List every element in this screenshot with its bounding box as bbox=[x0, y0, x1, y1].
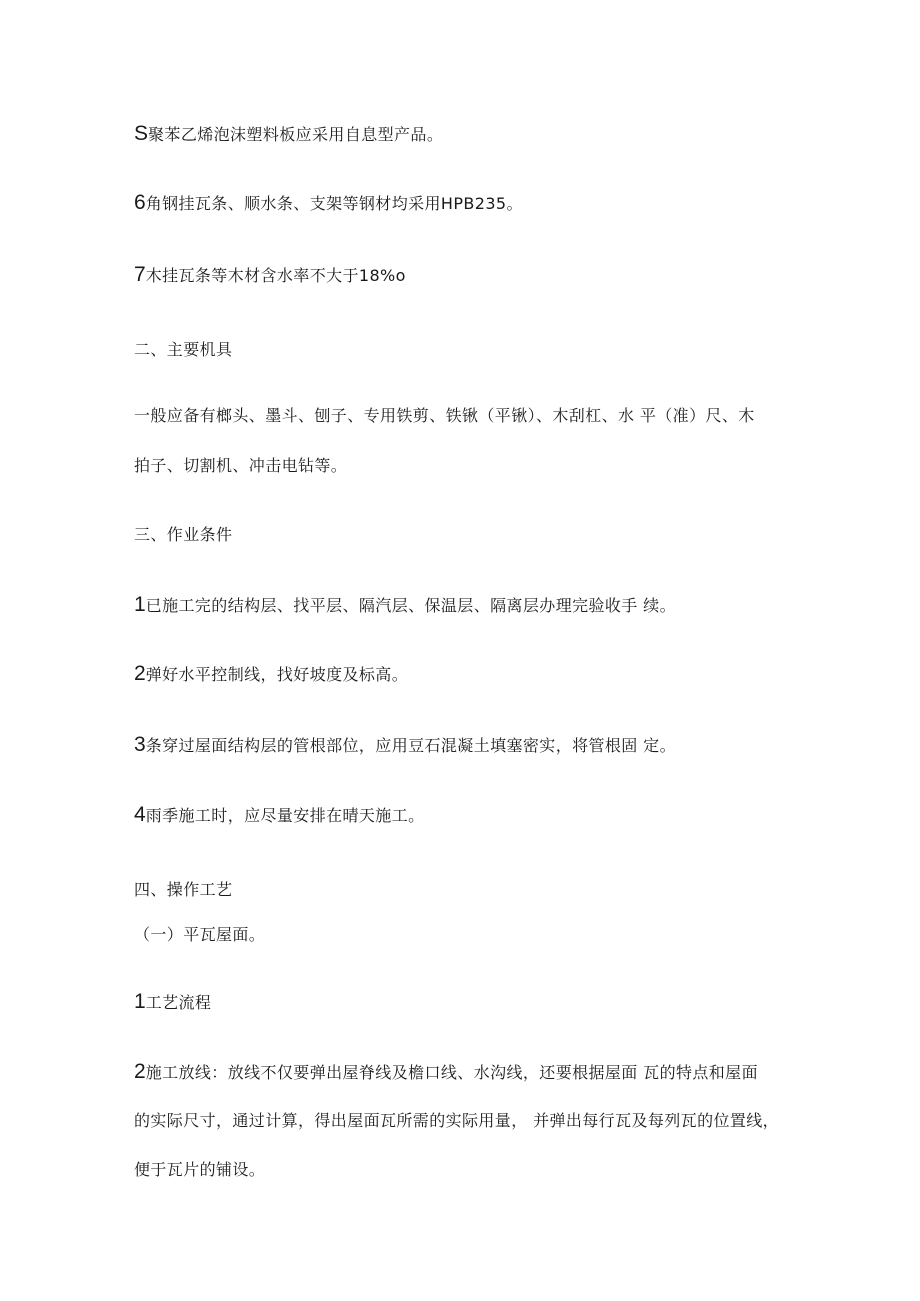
item-text: 条穿过屋面结构层的管根部位，应用豆石混凝土填塞密实，将管根固 定。 bbox=[145, 736, 676, 755]
item-number: 1 bbox=[134, 990, 146, 1013]
item-number: 2 bbox=[134, 662, 146, 685]
item-text: 施工放线：放线不仅要弹出屋脊线及檐口线、水沟线，还要根据屋面 瓦的特点和屋面 bbox=[145, 1063, 758, 1082]
item-2-layout-line-3 bbox=[134, 1159, 265, 1181]
item-number: 2 bbox=[134, 1060, 146, 1083]
item-6-steel-materials bbox=[134, 192, 523, 215]
heading-text: 二、主要机具 bbox=[134, 340, 233, 359]
item-7-wood-moisture bbox=[134, 264, 406, 287]
subheading-flat-tile-roof bbox=[134, 924, 265, 946]
item-text: 已施工完的结构层、找平层、隔汽层、保温层、隔离层办理完验收手 续。 bbox=[145, 596, 676, 615]
item-number: S bbox=[134, 122, 149, 145]
item-2-layout-line-2 bbox=[134, 1110, 779, 1132]
item-number: 6 bbox=[134, 191, 146, 214]
item-text: 木挂瓦条等木材含水率不大于18%o bbox=[145, 266, 406, 285]
subheading-text: （一）平瓦屋面。 bbox=[134, 925, 266, 944]
item-text: 工艺流程 bbox=[145, 993, 212, 1012]
item-text: 弹好水平控制线，找好坡度及标高。 bbox=[145, 665, 409, 684]
item-s-eps-board bbox=[134, 123, 443, 146]
item-number: 4 bbox=[134, 803, 146, 826]
section-heading-conditions bbox=[134, 524, 232, 546]
item-text: 角钢挂瓦条、顺水条、支架等钢材均采用HPB235。 bbox=[145, 194, 523, 213]
paragraph-text: 一般应备有榔头、墨斗、刨子、专用铁剪、铁锹（平锹）、木刮杠、水 平（准）尺、木 bbox=[134, 406, 755, 425]
item-text: 聚苯乙烯泡沫塑料板应采用自息型产品。 bbox=[148, 125, 444, 144]
section-heading-process bbox=[134, 879, 232, 901]
item-text: 雨季施工时，应尽量安排在晴天施工。 bbox=[145, 806, 425, 825]
paragraph-text: 便于瓦片的铺设。 bbox=[134, 1160, 266, 1179]
item-number: 1 bbox=[134, 593, 146, 616]
item-4-rainy-season bbox=[134, 804, 425, 827]
section-heading-tools bbox=[134, 339, 232, 361]
item-1-process-flow bbox=[134, 991, 211, 1014]
item-number: 3 bbox=[134, 733, 146, 756]
paragraph-tools-line-2 bbox=[134, 455, 347, 477]
paragraph-text: 拍子、切割机、冲击电钻等。 bbox=[134, 456, 348, 475]
item-2-layout-line-1 bbox=[134, 1061, 758, 1084]
paragraph-tools-line-1 bbox=[134, 405, 755, 427]
heading-text: 四、操作工艺 bbox=[134, 880, 233, 899]
paragraph-text: 的实际尺寸，通过计算，得出屋面瓦所需的实际用量， 并弹出每行瓦及每列瓦的位置线， bbox=[134, 1111, 780, 1130]
item-2-level-lines bbox=[134, 663, 408, 686]
item-1-acceptance bbox=[134, 594, 676, 617]
heading-text: 三、作业条件 bbox=[134, 525, 233, 544]
item-number: 7 bbox=[134, 263, 146, 286]
item-3-pipe-roots bbox=[134, 734, 676, 757]
